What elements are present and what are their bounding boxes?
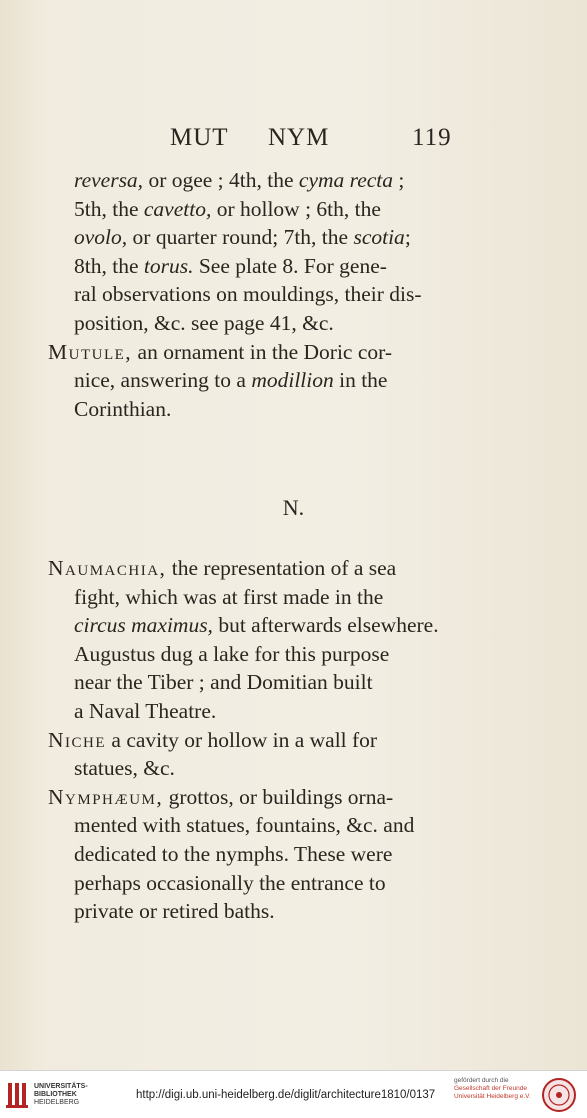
italic-term: circus maximus, xyxy=(74,613,213,638)
text-line xyxy=(48,754,456,783)
text-line xyxy=(48,611,456,640)
text-line xyxy=(48,811,456,840)
text-run: Augustus dug a lake for this purpose xyxy=(74,641,390,666)
entry-term: Niche xyxy=(48,727,107,752)
sponsor-credit xyxy=(454,1077,531,1101)
sponsor-line: Gesellschaft der Freunde xyxy=(454,1085,527,1092)
text-run: nice, answering to a xyxy=(74,368,252,393)
sponsor-line: gefördert durch die xyxy=(454,1077,509,1084)
running-head-left: MUT xyxy=(170,124,229,151)
entry-term: Naumachia, xyxy=(48,556,167,580)
text-line xyxy=(48,195,456,224)
text-run: perhaps occasionally the entrance to xyxy=(74,870,386,895)
text-run: mented with statues, fountains, &c. and xyxy=(74,813,415,838)
library-name-line: BIBLIOTHEK xyxy=(34,1091,77,1098)
text-run: 8th, the xyxy=(74,253,144,278)
text-line xyxy=(48,697,456,726)
entry-naumachia xyxy=(48,554,456,726)
text-line xyxy=(166,556,396,580)
entry-nymphaeum xyxy=(48,783,456,926)
text-line xyxy=(48,166,456,195)
text-run: the representation of a sea xyxy=(166,556,397,580)
text-line xyxy=(48,252,456,281)
text-line xyxy=(48,668,456,697)
page-number: 119 xyxy=(412,124,452,151)
text-block-bottom xyxy=(48,554,456,926)
text-run: private or retired baths. xyxy=(74,899,275,924)
text-run: or ogee ; 4th, the xyxy=(143,168,299,192)
italic-term: torus. xyxy=(143,253,194,278)
text-run: ral observations on mouldings, their dis- xyxy=(74,282,422,307)
text-line xyxy=(106,728,377,752)
text-run: Corinthian. xyxy=(74,396,172,421)
italic-term: modillion xyxy=(251,368,334,393)
text-run: an ornament in the Doric cor- xyxy=(132,339,393,364)
text-line xyxy=(48,869,456,898)
university-library-logo-icon xyxy=(6,1079,30,1109)
text-run: or quarter round; 7th, the xyxy=(127,225,354,250)
text-run: statues, &c. xyxy=(74,756,175,781)
text-run: but afterwards elsewhere. xyxy=(212,613,439,638)
text-run: a cavity or hollow in a wall for xyxy=(106,727,378,752)
italic-term: reversa, xyxy=(74,168,144,192)
text-line xyxy=(48,223,456,252)
text-run: See plate 8. For gene- xyxy=(193,253,387,278)
text-run: fight, which was at first made in the xyxy=(74,584,384,609)
running-head-right: NYM xyxy=(268,124,330,151)
text-line xyxy=(48,395,456,424)
text-run: near the Tiber ; and Domitian built xyxy=(74,670,373,695)
text-run: in the xyxy=(333,368,388,393)
entry-niche xyxy=(48,726,456,783)
text-run: a Naval Theatre. xyxy=(74,698,217,723)
library-name-line: HEIDELBERG xyxy=(34,1099,80,1106)
text-run: 5th, the xyxy=(74,196,144,221)
text-run: ; xyxy=(393,168,405,192)
text-line xyxy=(48,897,456,926)
library-name-line: UNIVERSITÄTS- xyxy=(34,1083,88,1090)
section-heading: N. xyxy=(282,495,305,520)
entry-mutule xyxy=(48,338,456,424)
italic-term: cyma recta xyxy=(298,168,394,192)
text-line xyxy=(163,785,393,809)
text-line xyxy=(48,583,456,612)
text-run: or hollow ; 6th, the xyxy=(211,196,381,221)
permalink-url[interactable]: http://digi.ub.uni-heidelberg.de/diglit/architecture1810/0137 xyxy=(136,1089,436,1101)
library-name xyxy=(34,1083,88,1107)
text-line xyxy=(48,280,456,309)
text-line xyxy=(48,366,456,395)
text-line xyxy=(48,840,456,869)
text-run: grottos, or buildings orna- xyxy=(163,784,394,809)
text-line xyxy=(48,309,456,338)
viewer-footer xyxy=(0,1070,587,1118)
text-run: ; xyxy=(404,225,411,250)
entry-term: Mutule, xyxy=(48,339,133,364)
text-line xyxy=(132,340,392,364)
running-head xyxy=(0,124,587,156)
italic-term: ovolo, xyxy=(74,225,128,250)
continuation-text xyxy=(48,166,456,338)
text-block-top xyxy=(48,166,456,423)
text-run: position, &c. see page 41, &c. xyxy=(74,310,334,335)
italic-term: scotia xyxy=(353,225,405,250)
sponsor-line: Universität Heidelberg e.V. xyxy=(454,1093,531,1100)
society-seal-icon xyxy=(541,1077,577,1113)
entry-term: Nymphæum, xyxy=(48,784,164,809)
text-line xyxy=(48,640,456,669)
italic-term: cavetto, xyxy=(143,196,212,221)
text-run: dedicated to the nymphs. These were xyxy=(74,841,393,866)
